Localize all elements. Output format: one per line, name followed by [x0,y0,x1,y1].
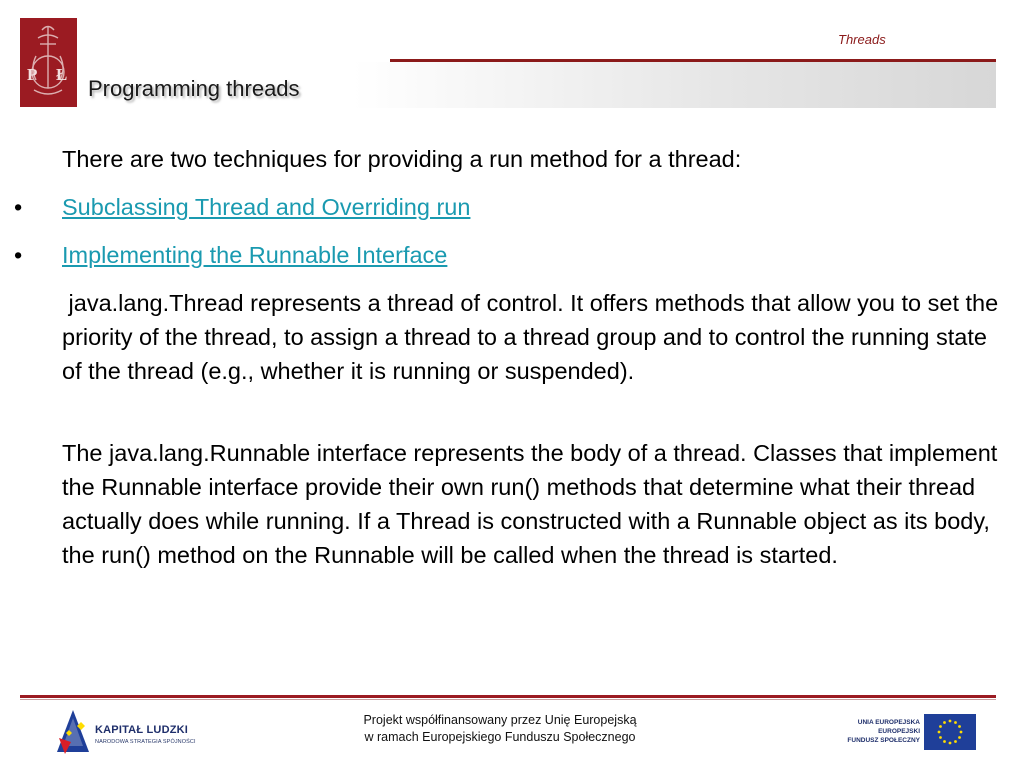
link-subclassing-thread[interactable]: Subclassing Thread and Overriding run [62,194,471,220]
eu-star [954,721,957,724]
eu-line-1: UNIA EUROPEJSKA [857,719,920,726]
svg-text:Ł: Ł [56,65,68,84]
eu-star [939,725,942,728]
paragraph-runnable: The java.lang.Runnable interface represents the body of a thread. Classes that implement the Runnable interface provide their own run() methods that determine what their thread actually does while running. If a Thread is constructed with a Runnable object as its body, the run() method on the Runnable will be called when the thread is started. [62,440,998,568]
eu-star [949,742,952,745]
eu-star [958,736,961,739]
eu-fund-label [836,718,920,745]
bullet-marker: • [14,242,23,268]
eu-line-2: EUROPEJSKI [878,728,920,735]
eu-star [943,740,946,743]
footer-divider-thin [20,699,996,700]
eu-star [954,740,957,743]
header-divider [390,59,996,62]
footer-divider [20,695,996,698]
eu-star [939,736,942,739]
kapital-ludzki-title: KAPITAŁ LUDZKI [95,724,189,736]
funding-line-1: Projekt współfinansowany przez Unię Europejską [363,713,637,727]
bullet-marker: • [14,194,23,220]
eu-star [938,731,941,734]
eu-star [943,721,946,724]
pl-university-emblem-icon [20,18,77,107]
university-logo [20,18,77,107]
kapital-ludzki-subtitle: NARODOWA STRATEGIA SPÓJNOŚCI [95,739,196,745]
kapital-ludzki-logo-icon [55,708,91,758]
svg-text:P: P [27,65,38,84]
eu-star [949,720,952,723]
intro-text: There are two techniques for providing a run method for a thread: [62,146,742,172]
eu-flag-icon [924,714,976,750]
paragraph-thread: java.lang.Thread represents a thread of control. It offers methods that allow you to set the priority of the thread, to assign a thread to a thread group and to control the running state of the thread (e.g., whether it is running or suspended). [62,290,1005,384]
eu-star [958,725,961,728]
eu-star [960,731,963,734]
section-tag: Threads [838,32,886,47]
funding-note [300,712,700,746]
slide-title: Programming threads [88,76,300,101]
funding-line-2: w ramach Europejskiego Funduszu Społecznego [364,730,636,744]
link-runnable-interface[interactable]: Implementing the Runnable Interface [62,242,448,268]
eu-line-3: FUNDUSZ SPOŁECZNY [847,737,920,744]
